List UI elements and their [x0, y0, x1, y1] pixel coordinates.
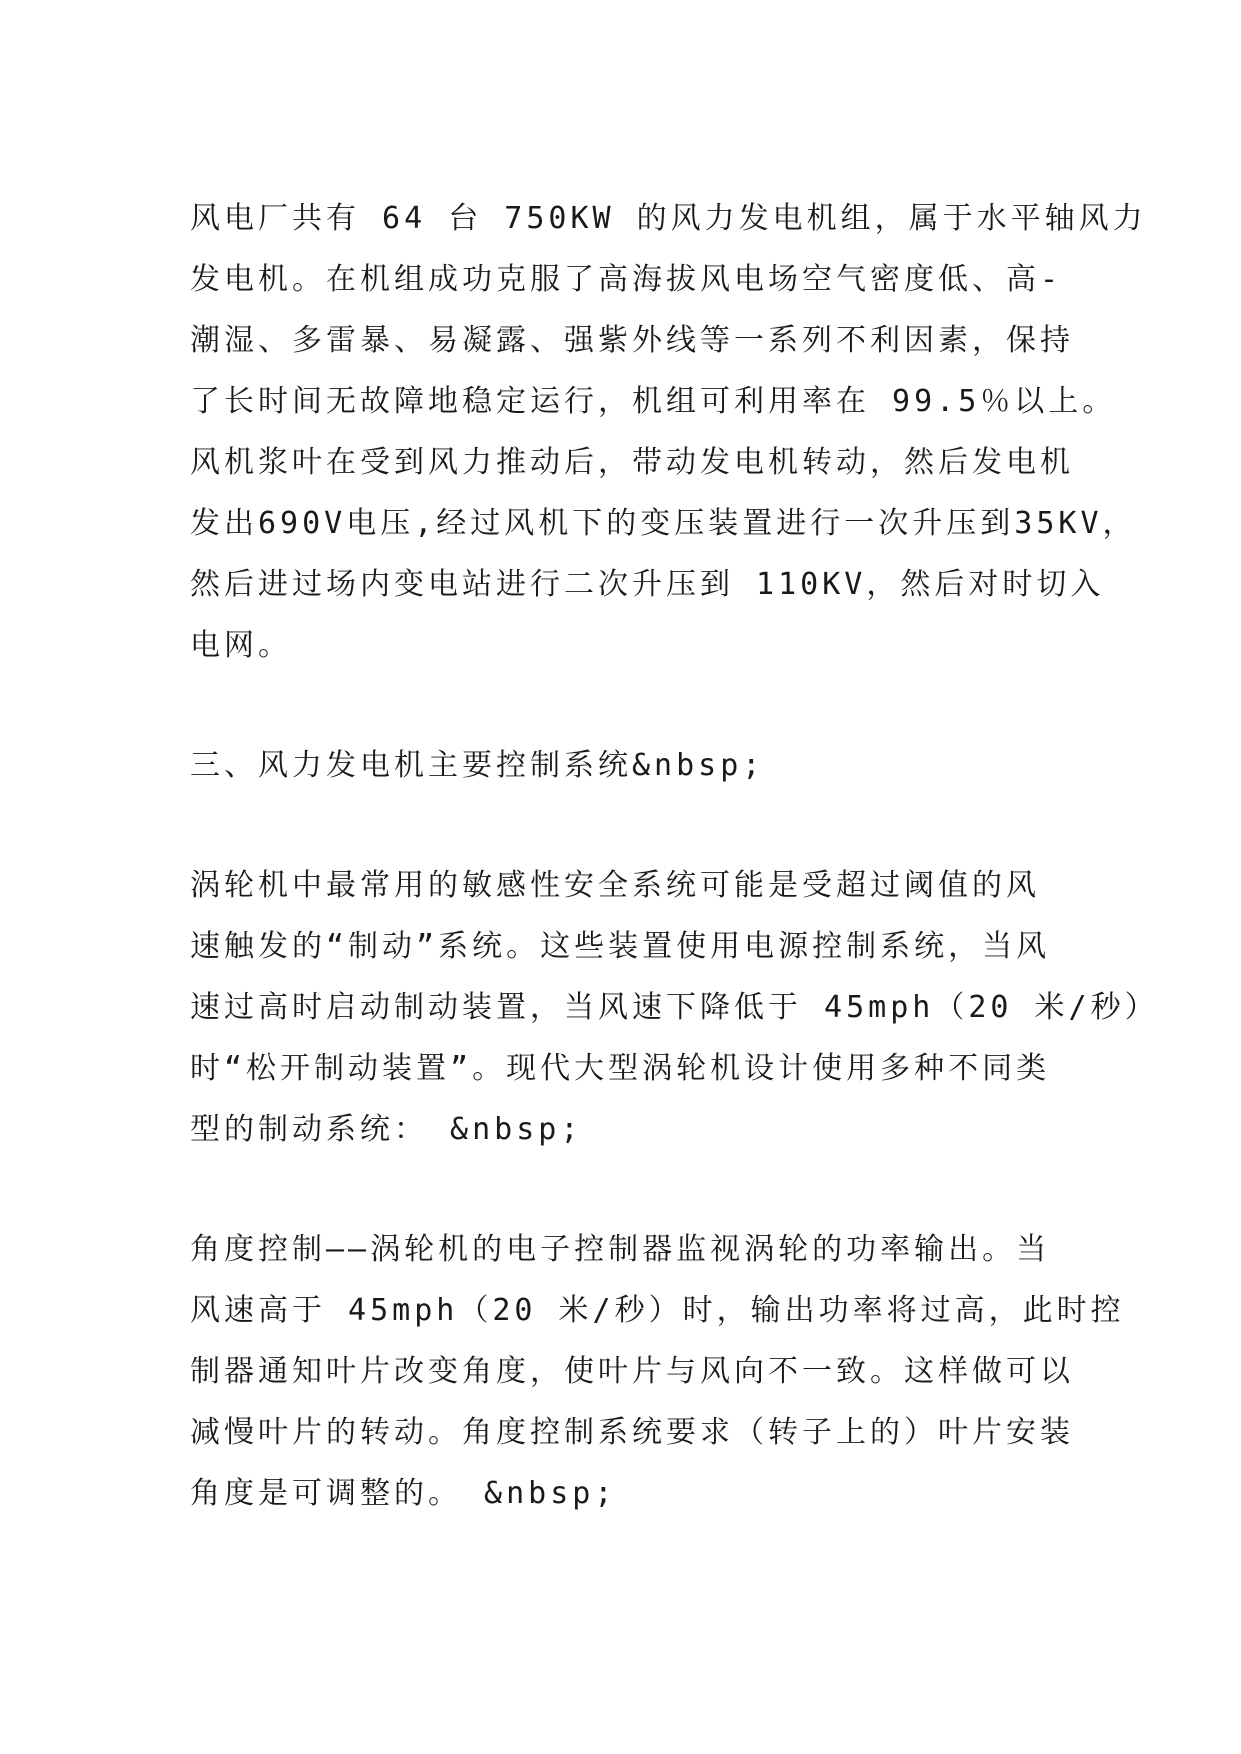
paragraph-spacer — [190, 676, 1070, 735]
text-line: 制器通知叶片改变角度，使叶片与风向不一致。这样做可以 — [190, 1354, 1074, 1389]
paragraph-wind-farm-overview — [190, 188, 1147, 676]
text-line: 型的制动系统： &nbsp; — [190, 1112, 583, 1147]
text-line: 然后进过场内变电站进行二次升压到 110KV，然后对时切入 — [190, 567, 1105, 602]
text-line: 了长时间无故障地稳定运行，机组可利用率在 99.5％以上。 — [190, 384, 1117, 419]
text-line: 速触发的“制动”系统。这些装置使用电源控制系统，当风 — [190, 929, 1051, 964]
text-line: 速过高时启动制动装置，当风速下降低于 45mph（20 米/秒） — [190, 990, 1159, 1025]
section-heading-text: 三、风力发电机主要控制系统&nbsp; — [190, 748, 765, 783]
text-line: 发出690V电压,经过风机下的变压装置进行一次升压到35KV， — [190, 506, 1137, 541]
text-line: 风机浆叶在受到风力推动后，带动发电机转动，然后发电机 — [190, 445, 1074, 480]
paragraph-spacer — [190, 1160, 1070, 1219]
text-line: 减慢叶片的转动。角度控制系统要求（转子上的）叶片安装 — [190, 1415, 1074, 1450]
text-line: 角度控制——涡轮机的电子控制器监视涡轮的功率输出。当 — [190, 1232, 1051, 1267]
paragraph-braking-system — [190, 855, 1159, 1160]
text-line: 涡轮机中最常用的敏感性安全系统可能是受超过阈值的风 — [190, 868, 1040, 903]
document-body — [190, 188, 1159, 1524]
text-line: 潮湿、多雷暴、易凝露、强紫外线等一系列不利因素，保持 — [190, 323, 1074, 358]
paragraph-spacer — [190, 796, 1070, 855]
text-line: 时“松开制动装置”。现代大型涡轮机设计使用多种不同类 — [190, 1051, 1051, 1086]
text-line: 风电厂共有 64 台 750KW 的风力发电机组，属于水平轴风力 — [190, 201, 1147, 236]
text-line: 风速高于 45mph（20 米/秒）时，输出功率将过高，此时控 — [190, 1293, 1125, 1328]
section-heading — [190, 735, 1070, 796]
text-line: 发电机。在机组成功克服了高海拔风电场空气密度低、高- — [190, 262, 1063, 297]
paragraph-pitch-control — [190, 1219, 1125, 1524]
text-line: 角度是可调整的。 &nbsp; — [190, 1476, 617, 1511]
text-line: 电网。 — [190, 628, 292, 663]
